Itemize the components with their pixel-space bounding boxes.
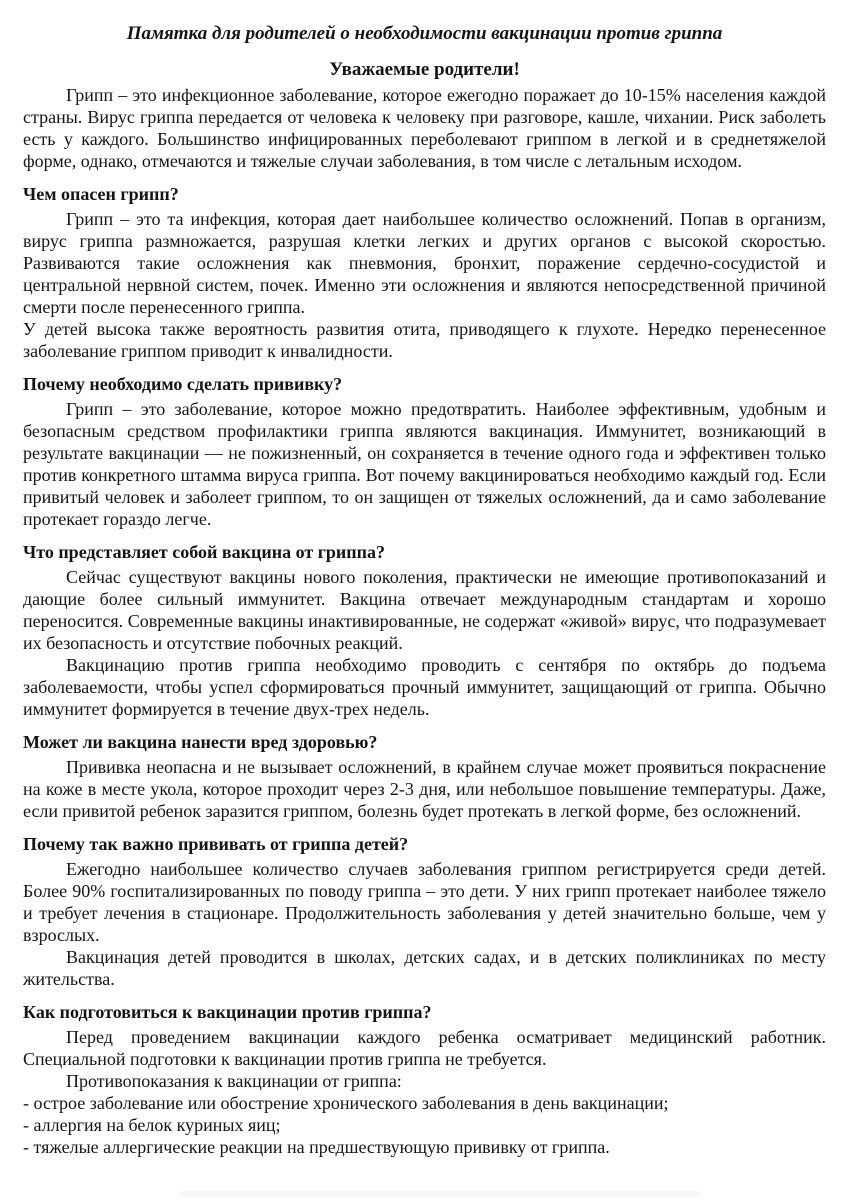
paragraph: Сейчас существуют вакцины нового поколения, практически не имеющие противопоказаний и дающие более сильный иммунитет. Вакцина отвечает международным стандартам и хорошо переносится. Современные вакцины инактивированные, не содержат «живой» вирус, что подразумевает их безопасность и отсутствие побочных реакций.: [23, 567, 826, 653]
section-heading: Почему необходимо сделать прививку?: [23, 374, 343, 394]
paragraph: Ежегодно наибольшее количество случаев заболевания гриппом регистрируется среди детей. Более 90% госпитализированных по поводу гриппа – это дети. У них грипп протекает наиболее тяжело и требует лечения в стационаре. Продолжительность заболевания у детей значительно больше, чем у взрослых.: [23, 859, 826, 945]
section-why-vaccinate: [23, 373, 826, 530]
paragraph: У детей высока также вероятность развития отита, приводящего к глухоте. Нередко перенесенное заболевание гриппом приводит к инвалидности.: [23, 319, 826, 361]
section-preparation: [23, 1001, 826, 1158]
paragraph: Грипп – это та инфекция, которая дает наибольшее количество осложнений. Попав в организм, вирус гриппа размножается, разрушая клетки легких и других органов с высокой скоростью. Развиваются такие осложнения как пневмония, бронхит, поражение сердечно-сосудистой и центральной нервной систем, почек. Именно эти осложнения и являются непосредственной причиной смерти после перенесенного гриппа.: [23, 209, 826, 317]
intro-paragraph: Грипп – это инфекционное заболевание, которое ежегодно поражает до 10-15% населения каждой страны. Вирус гриппа передается от человека к человеку при разговоре, кашле, чихании. Риск заболеть есть у каждого. Большинство инфицированных переболевают гриппом в легкой и в среднетяжелой форме, однако, отмечаются и тяжелые случаи заболевания, в том числе с летальным исходом.: [23, 85, 826, 171]
section-vaccine-safety: [23, 731, 826, 822]
section-heading: Как подготовиться к вакцинации против гриппа?: [23, 1002, 432, 1022]
paragraph: Вакцинация детей проводится в школах, детских садах, и в детских поликлиниках по месту жительства.: [23, 947, 826, 989]
paragraph: Вакцинацию против гриппа необходимо проводить с сентября по октябрь до подъема заболеваемости, чтобы успел сформироваться прочный иммунитет, защищающий от гриппа. Обычно иммунитет формируется в течение двух-трех недель.: [23, 655, 826, 719]
section-heading: Что представляет собой вакцина от гриппа?: [23, 542, 385, 562]
paragraph: Противопоказания к вакцинации от гриппа:: [66, 1071, 402, 1091]
section-flu-danger: [23, 183, 826, 362]
salutation: Уважаемые родители!: [329, 59, 520, 80]
paragraph: Грипп – это заболевание, которое можно предотвратить. Наиболее эффективным, удобным и безопасным средством профилактики гриппа являются вакцинация. Иммунитет, возникающий в результате вакцинации — не пожизненный, он сохраняется в течение одного года и эффективен только против конкретного штамма вируса гриппа. Вот почему вакцинироваться необходимо каждый год. Если привитый человек и заболеет гриппом, то он защищен от тяжелых осложнений, да и само заболевание протекает гораздо легче.: [23, 399, 826, 529]
section-children-importance: [23, 833, 826, 990]
section-about-vaccine: [23, 541, 826, 720]
scan-noise-artifact: [180, 1191, 700, 1197]
section-heading: Почему так важно прививать от гриппа детей?: [23, 834, 409, 854]
section-heading: Чем опасен грипп?: [23, 184, 179, 204]
paragraph: Перед проведением вакцинации каждого ребенка осматривает медицинский работник. Специальной подготовки к вакцинации против гриппа не требуется.: [23, 1027, 826, 1069]
contraindication-item: - аллергия на белок куриных яиц;: [23, 1115, 281, 1135]
page-title: Памятка для родителей о необходимости вакцинации против гриппа: [126, 23, 723, 44]
contraindication-item: - тяжелые аллергические реакции на предшествующую прививку от гриппа.: [23, 1137, 610, 1157]
paragraph: Прививка неопасна и не вызывает осложнений, в крайнем случае может проявиться покраснение на коже в месте укола, которое проходит через 2-3 дня, или небольшое повышение температуры. Даже, если привитой ребенок заразится гриппом, болезнь будет протекать в легкой форме, без осложнений.: [23, 757, 826, 821]
contraindication-item: - острое заболевание или обострение хронического заболевания в день вакцинации;: [23, 1093, 669, 1113]
section-heading: Может ли вакцина нанести вред здоровью?: [23, 732, 378, 752]
